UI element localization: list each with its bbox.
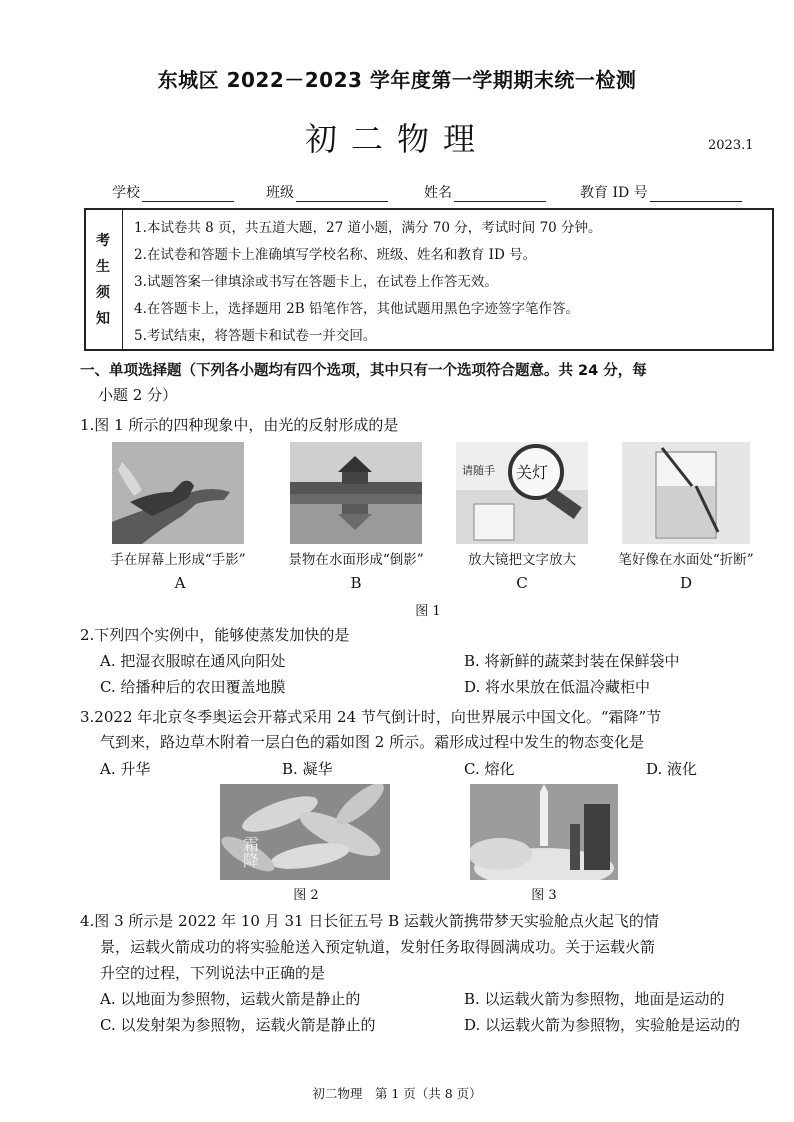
question-3-stem-line2: 气到来，路边草木附着一层白色的霜如图 2 所示。霜形成过程中发生的物态变化是 (100, 733, 645, 751)
question-1-stem: 1.图 1 所示的四种现象中，由光的反射形成的是 (80, 416, 399, 434)
q4-option-d: D. 以运载火箭为参照物，实验舱是运动的 (464, 1016, 741, 1034)
figure-2-label: 图 2 (293, 888, 319, 903)
school-blank (142, 187, 234, 202)
caption-d: 笔好像在水面处“折断” (618, 552, 754, 568)
question-2-stem: 2.下列四个实例中，能够使蒸发加快的是 (80, 626, 350, 644)
option-letter-c: C (516, 574, 528, 592)
q4-option-c: C. 以发射架为参照物，运载火箭是静止的 (100, 1016, 376, 1034)
notice-item: 4.在答题卡上，选择题用 2B 铅笔作答，其他试题用黑色字迹签字笔作答。 (134, 301, 579, 317)
school-field (112, 182, 234, 202)
notice-heading: 考 生 须 知 (86, 210, 123, 349)
caption-b: 景物在水面形成“倒影” (288, 552, 424, 568)
question-3-stem-line1: 3.2022 年北京冬季奥运会开幕式采用 24 节气倒计时，向世界展示中国文化。“霜降”节 (80, 708, 662, 726)
pencil-in-water-image (622, 442, 750, 544)
edu-id-field (580, 182, 742, 202)
magnifier-sign-text-1: 请随手 (462, 464, 495, 477)
edu-id-blank (650, 187, 742, 202)
notice-item: 1.本试卷共 8 页，共五道大题，27 道小题，满分 70 分，考试时间 70 分钟。 (134, 220, 602, 236)
page-footer: 初二物理 第 1 页（共 8 页） (312, 1086, 482, 1101)
figure-1-label: 图 1 (415, 604, 441, 619)
question-4-stem-line3: 升空的过程，下列说法中正确的是 (100, 964, 326, 982)
q4-option-b: B. 以运载火箭为参照物，地面是运动的 (464, 990, 725, 1008)
option-letter-d: D (679, 574, 693, 592)
frost-image-text: 霜降 (240, 836, 260, 868)
magnifier-sign-text-2: 关灯 (516, 463, 549, 482)
q2-option-d: D. 将水果放在低温冷藏柜中 (464, 678, 651, 696)
class-label: 班级 (266, 185, 294, 201)
name-blank (454, 187, 546, 202)
frost-leaves-image (220, 784, 390, 880)
q3-option-b: B. 凝华 (282, 760, 333, 778)
notice-item: 3.试题答案一律填涂或书写在答题卡上，在试卷上作答无效。 (134, 274, 498, 290)
section-heading: 一、单项选择题（下列各小题均有四个选项，其中只有一个选项符合题意。共 24 分，每 (80, 363, 647, 379)
q3-option-d: D. 液化 (646, 760, 698, 778)
name-field (424, 182, 546, 202)
school-label: 学校 (112, 185, 140, 201)
q4-option-a: A. 以地面为参照物，运载火箭是静止的 (100, 990, 361, 1008)
class-field (266, 182, 388, 202)
q2-option-c: C. 给播种后的农田覆盖地膜 (100, 678, 286, 696)
reflection-image (290, 442, 422, 544)
caption-c: 放大镜把文字放大 (468, 552, 576, 568)
option-letter-a: A (174, 574, 186, 592)
edu-id-label: 教育 ID 号 (580, 185, 648, 201)
caption-a: 手在屏幕上形成“手影” (110, 552, 246, 568)
question-4-stem-line2: 景，运载火箭成功的将实验舱送入预定轨道，发射任务取得圆满成功。关于运载火箭 (100, 938, 656, 956)
q2-option-b: B. 将新鲜的蔬菜封装在保鲜袋中 (464, 652, 680, 670)
notice-item: 2.在试卷和答题卡上准确填写学校名称、班级、姓名和教育 ID 号。 (134, 247, 537, 263)
notice-item: 5.考试结束，将答题卡和试卷一并交回。 (134, 328, 377, 344)
q2-option-a: A. 把湿衣服晾在通风向阳处 (100, 652, 286, 670)
question-4-stem-line1: 4.图 3 所示是 2022 年 10 月 31 日长征五号 B 运载火箭携带梦天实验舱点火起飞的情 (80, 912, 659, 930)
rocket-launch-image (470, 784, 618, 880)
exam-notice-box (84, 208, 774, 351)
q3-option-c: C. 熔化 (464, 760, 515, 778)
q3-option-a: A. 升华 (100, 760, 151, 778)
hand-shadow-image (112, 442, 244, 544)
figure-3-label: 图 3 (531, 888, 557, 903)
exam-date: 2023.1 (708, 138, 754, 153)
magnifier-image (456, 442, 588, 544)
option-letter-b: B (350, 574, 362, 592)
subject-title: 初二物理 (304, 120, 489, 158)
class-blank (296, 187, 388, 202)
name-label: 姓名 (424, 185, 452, 201)
section-heading-cont: 小题 2 分） (98, 386, 178, 404)
exam-title: 东城区 2022－2023 学年度第一学期期末统一检测 (157, 68, 637, 92)
